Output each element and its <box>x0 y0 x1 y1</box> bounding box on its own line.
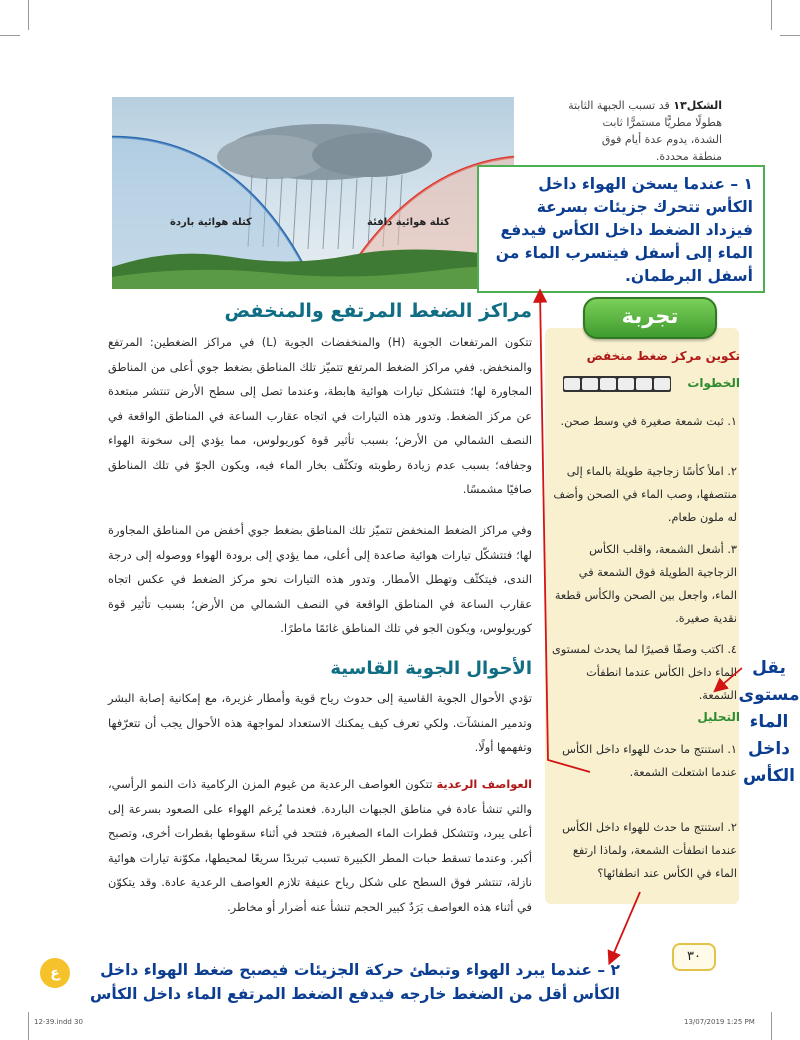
caption-line: الشدة، يدوم عدة أيام فوق <box>601 133 722 146</box>
paragraph-high-pressure: تتكون المرتفعات الجوية (H) والمنخفضات الجوية (L) في مراكز الضغطين: المرتفع والمنخفض. ففي مراكز الضغط المرتفع تتميّز تلك المناطق بضغط جوي أعلى من المناطق المجاورة لها؛ فتتشكل تيارات هوائية هابطة، وعندما تصل إلى سطح الأرض تنتشر مبتعدة عن مركز الضغط. وتدور هذه التيارات في اتجاه عقارب الساعة في المناطق الواقعة في النصف الشمالي من الأرض؛ بسبب تأثير قوة كوريولوس، مما يؤدي إلى سخونة الهواء وجفافه؛ بسبب عدم زيادة رطوبته وتكثّف بخار الماء فيه، ويكون الجوّ في تلك المناطق صافيًا مشمسًا. <box>108 335 532 496</box>
annotation-line: الماء <box>749 712 789 732</box>
experiment-title: تكوين مركز ضغط منخفض <box>586 349 740 363</box>
experiment-badge: تجربة <box>583 297 717 339</box>
page-number: ٣٠ <box>672 943 716 971</box>
caption-label: الشكل١٣ <box>673 99 722 112</box>
thunderstorms-text: تتكون العواصف الرعدية من غيوم المزن الركامية ذات النمو الرأسي، والتي تنشأ عادة في مناطق الجبهات الباردة. فعندما يُرغم الهواء على الصعود بسرعة إلى أعلى يبرد، وتتشكل قطرات الماء الصغيرة، فتتحد في أثناء سقوطها بقطرات أخرى، وتصبح أكبر. وعندما تسقط حبات المطر الكبيرة تسبب تبريدًا سريعًا لمحيطها، مكوّنة تيارات هوائية نازلة، تنتشر فوق السطح على شكل رياح عنيفة تلازم العواصف الرعدية عادة. وقد يتكوّن في أثناء هذه العواصف بَرَدٌ كبير الحجم تنشأ عنه أضرار أو مخاطر. <box>108 777 532 914</box>
paragraph-low-pressure: وفي مراكز الضغط المنخفض تتميّز تلك المناطق بضغط جوي أخفض من المناطق المجاورة لها؛ فتتشكّل تيارات هوائية صاعدة إلى أعلى، مما يؤدي إلى برودة الهواء ووصوله إلى درجة الندى، فيتكثّف وتهطل الأمطار. وتدور هذه التيارات نحو مركز الضغط في عكس اتجاه عقارب الساعة في المناطق الواقعة في النصف الشمالي من الأرض؛ بسبب تأثير قوة كوريولوس، ويكون الجو في تلك المناطق غائمًا ماطرًا. <box>108 523 532 635</box>
analysis-label: التحليل <box>697 710 740 724</box>
step-item: ٤. اكتب وصفًا قصيرًا لما يحدث لمستوى الماء داخل الكأس عندما انطفأت الشمعة. <box>552 643 737 702</box>
cold-air-mass-label: كتلة هوائية باردة <box>170 217 252 228</box>
section-heading-pressure-centers: مراكز الضغط المرتفع والمنخفض <box>224 300 532 322</box>
publisher-logo: ع <box>40 958 70 988</box>
paragraph-severe-weather: تؤدي الأحوال الجوية القاسية إلى حدوث رياح قوية وأمطار غزيرة، مع إمكانية إصابة البشر وتدمير المنشآت. ولكي تعرف كيف يمكنك الاستعداد لمواجهة هذه الأحوال يجب أن تتعرّفها وتفهمها أولًا. <box>108 691 532 754</box>
section-heading-severe-weather: الأحوال الجوية القاسية <box>330 658 532 679</box>
step-item: ٢. املأ كأسًا زجاجية طويلة بالماء إلى منتصفها، وصب الماء في الصحن وأضف له ملون طعام. <box>553 465 737 524</box>
caption-line: منطقة محددة. <box>655 150 722 163</box>
annotation-line: يقل <box>752 658 786 678</box>
caption-line: قد تسبب الجبهة الثابتة <box>568 99 670 112</box>
caption-line: هطولًا مطريًّا مستمرًّا ثابت <box>602 116 722 129</box>
steps-label: الخطوات <box>687 376 740 390</box>
arrow-bottom <box>610 892 640 962</box>
arrow-to-box <box>540 292 590 772</box>
step-item: ٣. أشعل الشمعة، واقلب الكأس الزجاجية الطويلة فوق الشمعة في الماء، واجعل بين الصحن والكأس قطعة نقدية صغيرة. <box>554 543 737 625</box>
annotation-line: الكأس <box>743 766 795 786</box>
annotation-cooling: ٢ – عندما يبرد الهواء وتبطئ حركة الجزيئات فيصبح ضغط الهواء داخل الكأس أقل من الضغط خارجه فيدفع الضغط المرتفع الماء داخل الكأس <box>90 961 620 1003</box>
analysis-item: ٢. استنتج ما حدث للهواء داخل الكأس عندما انطفأت الشمعة، ولماذا ارتفع الماء في الكأس عند انطفائها؟ <box>562 821 737 880</box>
footer-date: 13/07/2019 1:25 PM <box>684 1018 755 1026</box>
term-thunderstorms: العواصف الرعدية <box>436 777 533 791</box>
annotation-line: مستوى <box>738 685 800 705</box>
warm-air-mass-label: كتلة هوائية دافئة <box>367 217 450 228</box>
step-item: ١. ثبت شمعة صغيرة في وسط صحن. <box>560 415 737 428</box>
analysis-item: ١. استنتج ما حدث للهواء داخل الكأس عندما اشتعلت الشمعة. <box>562 743 737 779</box>
footer-file: 12-39.indd 30 <box>34 1018 83 1026</box>
arrow-water-level <box>716 668 742 690</box>
annotation-box-heating: ١ – عندما يسخن الهواء داخل الكأس تتحرك جزيئات بسرعة فيزداد الضغط داخل الكأس فيدفع الماء إلى أسفل فيتسرب الماء من أسفل البرطمان. <box>477 165 765 293</box>
annotation-line: داخل <box>748 739 790 759</box>
